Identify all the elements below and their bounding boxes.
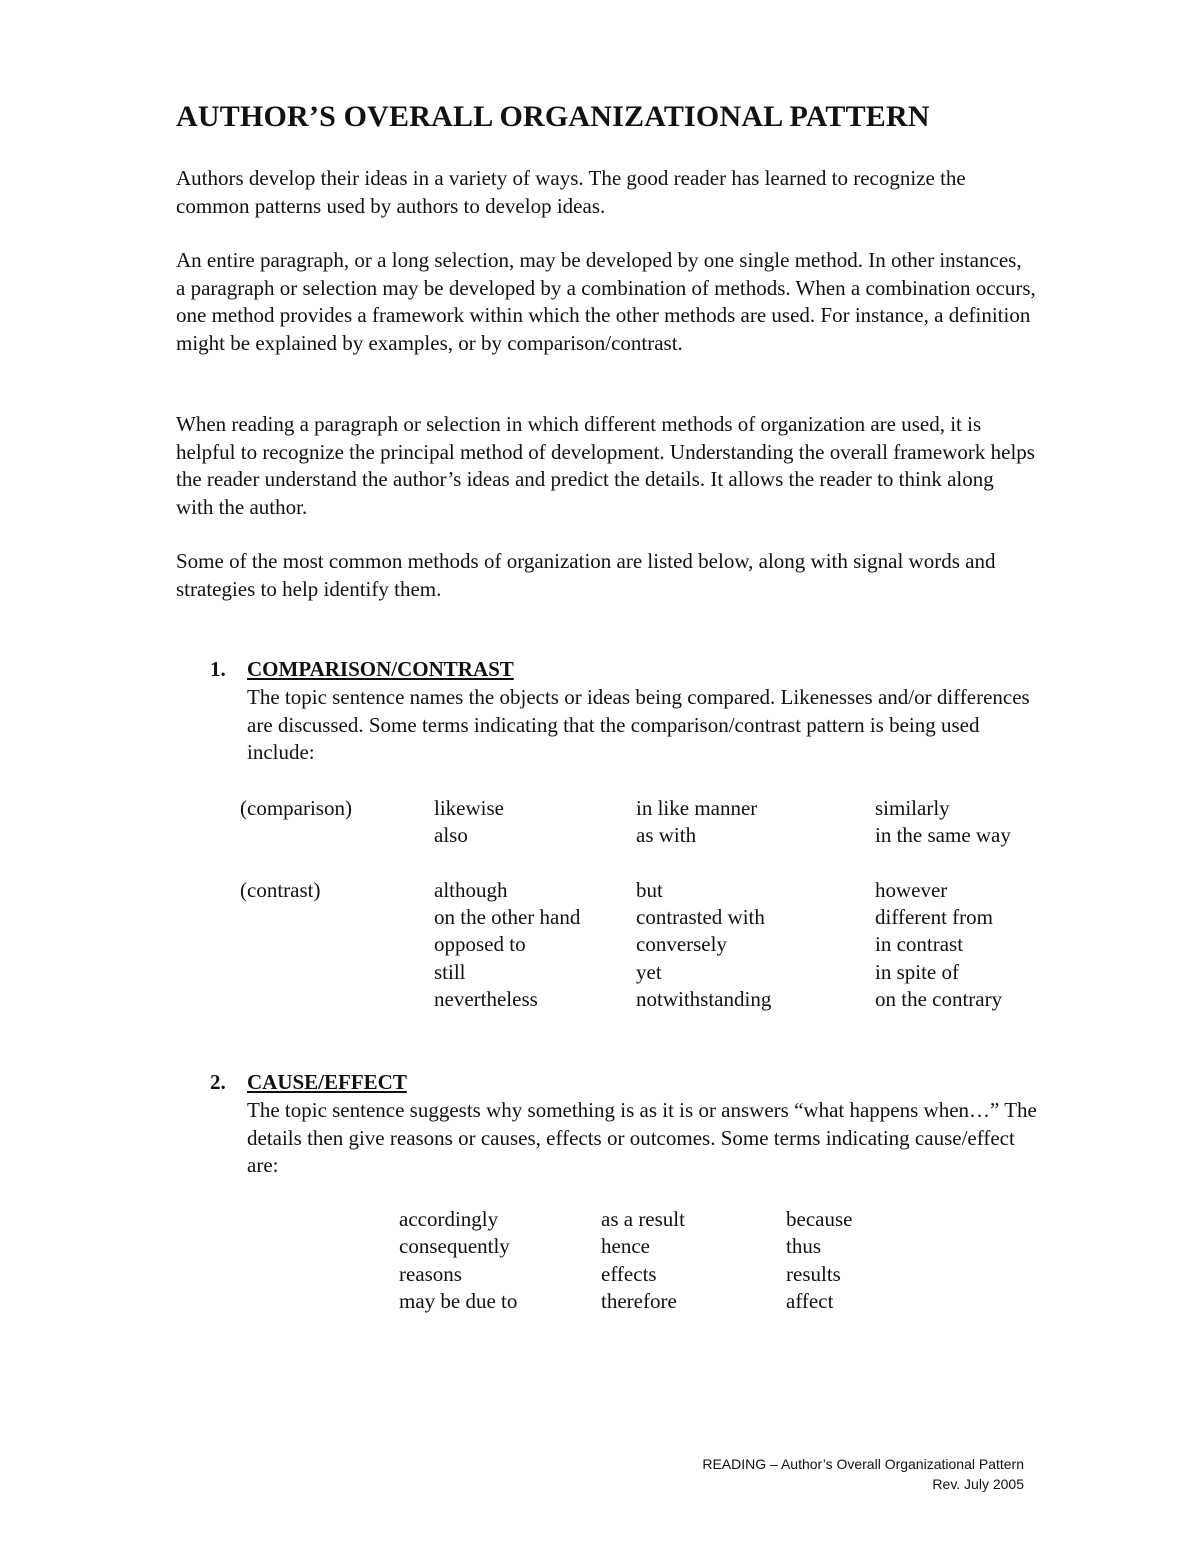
term: accordingly xyxy=(399,1207,499,1231)
term: in like manner xyxy=(636,796,758,820)
group-label-comparison: (comparison) xyxy=(240,796,352,820)
term: nevertheless xyxy=(434,987,538,1011)
section-heading: CAUSE/EFFECT xyxy=(247,1070,407,1094)
section-heading: COMPARISON/CONTRAST xyxy=(247,657,514,681)
term: contrasted with xyxy=(636,905,765,929)
intro-paragraph-4: Some of the most common methods of organization are listed below, along with signal words and strategies to help identify them. xyxy=(176,549,996,601)
term: notwithstanding xyxy=(636,987,772,1011)
term: because xyxy=(786,1207,853,1231)
page-title: AUTHOR’S OVERALL ORGANIZATIONAL PATTERN xyxy=(176,100,930,133)
term: thus xyxy=(786,1234,822,1258)
intro-paragraph-3: When reading a paragraph or selection in which different methods of organization are used, it is helpful to recognize the principal method of development. Understanding the overall framework helps the reader understand the author’s ideas and predict the details. It allows the reader to think along with the author. xyxy=(176,412,1035,519)
term: reasons xyxy=(399,1262,462,1286)
term: yet xyxy=(636,960,662,984)
term: although xyxy=(434,878,508,902)
term: similarly xyxy=(875,796,950,820)
section-description: The topic sentence names the objects or ideas being compared. Likenesses and/or differences are discussed. Some terms indicating that the comparison/contrast pattern is being used include: xyxy=(247,685,1030,764)
term: but xyxy=(636,878,663,902)
intro-paragraph-2: An entire paragraph, or a long selection, may be developed by one single method. In other instances, a paragraph or selection may be developed by a combination of methods. When a combination occurs, one method provides a framework within which the other methods are used. For instance, a definition might be explained by examples, or by comparison/contrast. xyxy=(176,248,1036,355)
term: results xyxy=(786,1262,841,1286)
term: affect xyxy=(786,1289,834,1313)
term: therefore xyxy=(601,1289,677,1313)
footer-document-title: READING – Author’s Overall Organizational Pattern xyxy=(702,1456,1024,1472)
term: consequently xyxy=(399,1234,510,1258)
term: effects xyxy=(601,1262,657,1286)
term: on the other hand xyxy=(434,905,581,929)
term: however xyxy=(875,878,948,902)
section-number: 1. xyxy=(210,657,226,681)
term: likewise xyxy=(434,796,504,820)
term: may be due to xyxy=(399,1289,518,1313)
term: hence xyxy=(601,1234,650,1258)
term: as with xyxy=(636,823,697,847)
term: different from xyxy=(875,905,993,929)
term: opposed to xyxy=(434,932,526,956)
term: conversely xyxy=(636,932,727,956)
section-number: 2. xyxy=(210,1070,226,1094)
term: in spite of xyxy=(875,960,959,984)
term: as a result xyxy=(601,1207,685,1231)
section-description: The topic sentence suggests why something is as it is or answers “what happens when…” The details then give reasons or causes, effects or outcomes. Some terms indicating cause/effect are: xyxy=(247,1098,1037,1177)
group-label-contrast: (contrast) xyxy=(240,878,321,902)
footer-revision-date: Rev. July 2005 xyxy=(932,1476,1024,1492)
term: also xyxy=(434,823,468,847)
term: in contrast xyxy=(875,932,964,956)
page-footer xyxy=(702,1454,1024,1494)
term: in the same way xyxy=(875,823,1011,847)
term: on the contrary xyxy=(875,987,1003,1011)
term: still xyxy=(434,960,466,984)
intro-paragraph-1: Authors develop their ideas in a variety of ways. The good reader has learned to recognize the common patterns used by authors to develop ideas. xyxy=(176,166,966,218)
